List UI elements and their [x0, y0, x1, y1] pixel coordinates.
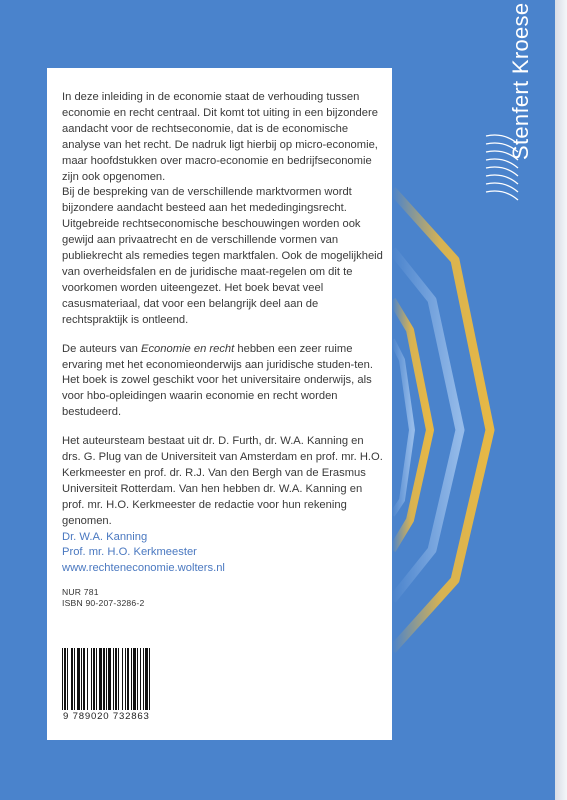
barcode-bar: [96, 648, 97, 710]
barcode: [62, 648, 178, 710]
barcode-bar: [99, 648, 102, 710]
publisher-name: Stenfert Kroese: [508, 2, 533, 160]
blurb-paragraph-1: In deze inleiding in de economie staat de verhouding tussen economie en recht centraal. Dit komt tot uiting in een bijzondere aandacht voor de rechtseconomie, dat is de economische analyse van het recht. De nadruk ligt hierbij op micro-economie, maar hoofdstukken over macro-economie en bedrijfseconomie zijn ook opgenomen.: [62, 91, 378, 183]
blurb-paragraph-2: Bij de bespreking van de verschillende marktvormen wordt bijzondere aandacht besteed aan het mededingingsrecht. Uitgebreide rechtseconomische beschouwingen worden ook gewijd aan privaatrecht en de verschillende vormen van publiekrecht als remedies tegen marktfalen. Ook de mogelijkheid van overheidsfalen en de juridische maat-regelen om dit te voorkomen worden uiteengezet. Het boek bevat veel casusmateriaal, dat voor een belangrijk deel aan de rechtspraktijk is ontleend.: [62, 186, 383, 326]
barcode-bar: [125, 648, 126, 710]
barcode-bar: [149, 648, 150, 710]
barcode-bar: [122, 648, 123, 710]
barcode-bar: [71, 648, 73, 710]
hexagon-stroke-core: [392, 340, 412, 515]
website-link[interactable]: www.rechteneconomie.wolters.nl: [62, 562, 225, 575]
barcode-bar: [67, 648, 68, 710]
barcode-bar: [137, 648, 138, 710]
barcode-bar: [108, 648, 111, 710]
barcode-number: 9 789020 732863: [63, 711, 150, 722]
nur-code: NUR 781: [62, 587, 99, 598]
barcode-bar: [118, 648, 119, 710]
barcode-bar: [81, 648, 82, 710]
blurb-panel: [47, 68, 392, 740]
barcode-bar: [133, 648, 136, 710]
blurb-paragraph-3: De auteurs van Economie en recht hebben een zeer ruime ervaring met het economieonderwijs aan juridische studen-ten. Het boek is zowel geschikt voor het universitaire onderwijs, als voor hbo-opleidingen waarin economie en recht worden bestudeerd.: [62, 342, 373, 419]
barcode-bar: [143, 648, 144, 710]
barcode-bar: [113, 648, 114, 710]
barcode-bar: [103, 648, 105, 710]
book-spine-edge: [555, 0, 567, 800]
barcode-bar: [106, 648, 107, 710]
blurb-paragraph-4: Het auteursteam bestaat uit dr. D. Furth, dr. W.A. Kanning en drs. G. Plug van de Universiteit van Amsterdam en prof. mr. H.O. Kerkmeester en prof. dr. R.J. Van den Bergh van de Erasmus Universiteit Rotterdam. Van hen hebben dr. W.A. Kanning en prof. mr. H.O. Kerkmeester de redactie voor hun rekening genomen.: [62, 435, 383, 527]
barcode-bar: [91, 648, 92, 710]
blurb-text: [62, 90, 384, 608]
barcode-bar: [93, 648, 95, 710]
editor-2: Prof. mr. H.O. Kerkmeester: [62, 546, 197, 559]
barcode-bar: [127, 648, 129, 710]
book-codes: [62, 587, 384, 608]
barcode-bar: [87, 648, 88, 710]
barcode-bar: [77, 648, 80, 710]
editor-1: Dr. W.A. Kanning: [62, 530, 148, 543]
barcode-bar: [62, 648, 63, 710]
book-title: Economie en recht: [140, 342, 235, 355]
isbn-code: ISBN 90-207-3286-2: [62, 597, 145, 608]
barcode-bar: [74, 648, 75, 710]
barcode-bar: [145, 648, 148, 710]
barcode-bar: [64, 648, 66, 710]
barcode-bar: [131, 648, 132, 710]
barcode-bar: [83, 648, 85, 710]
barcode-bar: [140, 648, 141, 710]
barcode-bar: [115, 648, 117, 710]
